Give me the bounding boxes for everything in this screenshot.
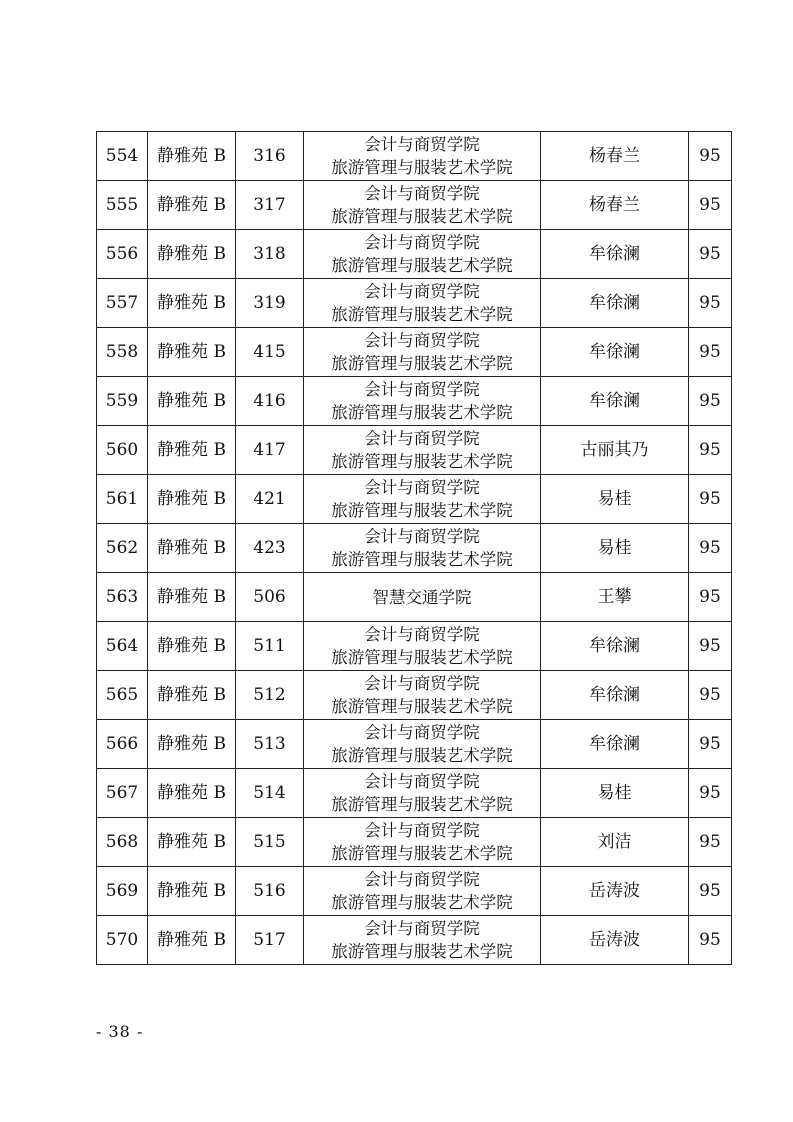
building-cell: 静雅苑 B — [148, 475, 236, 524]
department-name: 旅游管理与服装艺术学院 — [331, 501, 513, 520]
table-row — [97, 720, 732, 769]
department-name: 旅游管理与服装艺术学院 — [331, 697, 513, 716]
room-number-cell: 416 — [236, 377, 304, 426]
row-number-cell: 558 — [97, 328, 148, 377]
department-name: 旅游管理与服装艺术学院 — [331, 550, 513, 569]
room-number-cell: 415 — [236, 328, 304, 377]
score-cell: 95 — [689, 622, 732, 671]
department-name: 旅游管理与服装艺术学院 — [331, 942, 513, 961]
department-name: 会计与商贸学院 — [364, 821, 480, 840]
building-cell: 静雅苑 B — [148, 230, 236, 279]
row-number-cell: 567 — [97, 769, 148, 818]
row-number-cell: 559 — [97, 377, 148, 426]
room-number-cell: 517 — [236, 916, 304, 965]
table-row — [97, 426, 732, 475]
department-cell — [304, 524, 541, 573]
department-name: 会计与商贸学院 — [364, 919, 480, 938]
table-body — [97, 132, 732, 965]
room-number-cell: 512 — [236, 671, 304, 720]
department-name: 会计与商贸学院 — [364, 772, 480, 791]
department-cell — [304, 426, 541, 475]
row-number-cell: 569 — [97, 867, 148, 916]
department-name: 旅游管理与服装艺术学院 — [331, 354, 513, 373]
row-number-cell: 555 — [97, 181, 148, 230]
room-number-cell: 511 — [236, 622, 304, 671]
score-cell: 95 — [689, 132, 732, 181]
building-cell: 静雅苑 B — [148, 426, 236, 475]
table-row — [97, 524, 732, 573]
table-row — [97, 132, 732, 181]
table-row — [97, 818, 732, 867]
responsible-person-cell: 杨春兰 — [541, 181, 689, 230]
responsible-person-cell: 王攀 — [541, 573, 689, 622]
table-row — [97, 671, 732, 720]
department-name: 会计与商贸学院 — [364, 870, 480, 889]
department-name: 旅游管理与服装艺术学院 — [331, 746, 513, 765]
table-row — [97, 769, 732, 818]
row-number-cell: 568 — [97, 818, 148, 867]
table-row — [97, 377, 732, 426]
department-name: 会计与商贸学院 — [364, 674, 480, 693]
score-cell: 95 — [689, 377, 732, 426]
building-cell: 静雅苑 B — [148, 769, 236, 818]
department-cell — [304, 671, 541, 720]
table-row — [97, 867, 732, 916]
building-cell: 静雅苑 B — [148, 671, 236, 720]
responsible-person-cell: 牟徐澜 — [541, 720, 689, 769]
score-cell: 95 — [689, 818, 732, 867]
building-cell: 静雅苑 B — [148, 377, 236, 426]
department-name: 会计与商贸学院 — [364, 527, 480, 546]
responsible-person-cell: 杨春兰 — [541, 132, 689, 181]
responsible-person-cell: 古丽其乃 — [541, 426, 689, 475]
department-name: 会计与商贸学院 — [364, 429, 480, 448]
score-cell: 95 — [689, 769, 732, 818]
department-name: 会计与商贸学院 — [364, 331, 480, 350]
department-name: 旅游管理与服装艺术学院 — [331, 452, 513, 471]
table-row — [97, 573, 732, 622]
building-cell: 静雅苑 B — [148, 720, 236, 769]
responsible-person-cell: 牟徐澜 — [541, 671, 689, 720]
table-row — [97, 916, 732, 965]
building-cell: 静雅苑 B — [148, 622, 236, 671]
department-name: 旅游管理与服装艺术学院 — [331, 158, 513, 177]
department-cell — [304, 230, 541, 279]
room-number-cell: 316 — [236, 132, 304, 181]
row-number-cell: 554 — [97, 132, 148, 181]
department-cell — [304, 328, 541, 377]
department-name: 会计与商贸学院 — [364, 184, 480, 203]
department-name: 会计与商贸学院 — [364, 478, 480, 497]
row-number-cell: 557 — [97, 279, 148, 328]
building-cell: 静雅苑 B — [148, 279, 236, 328]
room-number-cell: 514 — [236, 769, 304, 818]
department-name: 智慧交通学院 — [372, 587, 472, 607]
score-cell: 95 — [689, 720, 732, 769]
row-number-cell: 556 — [97, 230, 148, 279]
department-cell — [304, 181, 541, 230]
department-name: 会计与商贸学院 — [364, 625, 480, 644]
department-name: 旅游管理与服装艺术学院 — [331, 893, 513, 912]
responsible-person-cell: 牟徐澜 — [541, 622, 689, 671]
responsible-person-cell: 牟徐澜 — [541, 279, 689, 328]
table-row — [97, 622, 732, 671]
department-name: 旅游管理与服装艺术学院 — [331, 256, 513, 275]
table-row — [97, 230, 732, 279]
building-cell: 静雅苑 B — [148, 573, 236, 622]
page-number: - 38 - — [96, 1022, 144, 1041]
score-cell: 95 — [689, 671, 732, 720]
department-cell — [304, 573, 541, 622]
department-name: 旅游管理与服装艺术学院 — [331, 207, 513, 226]
table-row — [97, 475, 732, 524]
table-row — [97, 181, 732, 230]
building-cell: 静雅苑 B — [148, 916, 236, 965]
responsible-person-cell: 牟徐澜 — [541, 230, 689, 279]
dormitory-score-table — [96, 131, 732, 965]
department-cell — [304, 769, 541, 818]
department-name: 旅游管理与服装艺术学院 — [331, 648, 513, 667]
department-name: 旅游管理与服装艺术学院 — [331, 403, 513, 422]
room-number-cell: 417 — [236, 426, 304, 475]
department-name: 会计与商贸学院 — [364, 135, 480, 154]
building-cell: 静雅苑 B — [148, 818, 236, 867]
department-name: 会计与商贸学院 — [364, 233, 480, 252]
building-cell: 静雅苑 B — [148, 328, 236, 377]
row-number-cell: 566 — [97, 720, 148, 769]
room-number-cell: 318 — [236, 230, 304, 279]
room-number-cell: 319 — [236, 279, 304, 328]
department-name: 会计与商贸学院 — [364, 723, 480, 742]
score-cell: 95 — [689, 916, 732, 965]
score-cell: 95 — [689, 867, 732, 916]
responsible-person-cell: 牟徐澜 — [541, 328, 689, 377]
row-number-cell: 565 — [97, 671, 148, 720]
responsible-person-cell: 易桂 — [541, 769, 689, 818]
department-cell — [304, 475, 541, 524]
score-cell: 95 — [689, 279, 732, 328]
score-cell: 95 — [689, 426, 732, 475]
table-row — [97, 328, 732, 377]
row-number-cell: 564 — [97, 622, 148, 671]
building-cell: 静雅苑 B — [148, 132, 236, 181]
table-row — [97, 279, 732, 328]
building-cell: 静雅苑 B — [148, 524, 236, 573]
department-cell — [304, 720, 541, 769]
department-name: 旅游管理与服装艺术学院 — [331, 844, 513, 863]
building-cell: 静雅苑 B — [148, 867, 236, 916]
department-cell — [304, 132, 541, 181]
department-cell — [304, 916, 541, 965]
department-cell — [304, 377, 541, 426]
department-name: 会计与商贸学院 — [364, 282, 480, 301]
row-number-cell: 560 — [97, 426, 148, 475]
score-cell: 95 — [689, 181, 732, 230]
department-cell — [304, 818, 541, 867]
department-cell — [304, 867, 541, 916]
score-cell: 95 — [689, 524, 732, 573]
responsible-person-cell: 岳涛波 — [541, 916, 689, 965]
score-cell: 95 — [689, 230, 732, 279]
score-cell: 95 — [689, 328, 732, 377]
responsible-person-cell: 刘洁 — [541, 818, 689, 867]
room-number-cell: 506 — [236, 573, 304, 622]
building-cell: 静雅苑 B — [148, 181, 236, 230]
responsible-person-cell: 岳涛波 — [541, 867, 689, 916]
room-number-cell: 516 — [236, 867, 304, 916]
row-number-cell: 563 — [97, 573, 148, 622]
responsible-person-cell: 牟徐澜 — [541, 377, 689, 426]
responsible-person-cell: 易桂 — [541, 475, 689, 524]
room-number-cell: 423 — [236, 524, 304, 573]
department-name: 会计与商贸学院 — [364, 380, 480, 399]
room-number-cell: 421 — [236, 475, 304, 524]
department-cell — [304, 622, 541, 671]
department-name: 旅游管理与服装艺术学院 — [331, 305, 513, 324]
score-cell: 95 — [689, 475, 732, 524]
room-number-cell: 513 — [236, 720, 304, 769]
row-number-cell: 570 — [97, 916, 148, 965]
department-name: 旅游管理与服装艺术学院 — [331, 795, 513, 814]
row-number-cell: 561 — [97, 475, 148, 524]
department-cell — [304, 279, 541, 328]
responsible-person-cell: 易桂 — [541, 524, 689, 573]
row-number-cell: 562 — [97, 524, 148, 573]
room-number-cell: 317 — [236, 181, 304, 230]
score-cell: 95 — [689, 573, 732, 622]
room-number-cell: 515 — [236, 818, 304, 867]
